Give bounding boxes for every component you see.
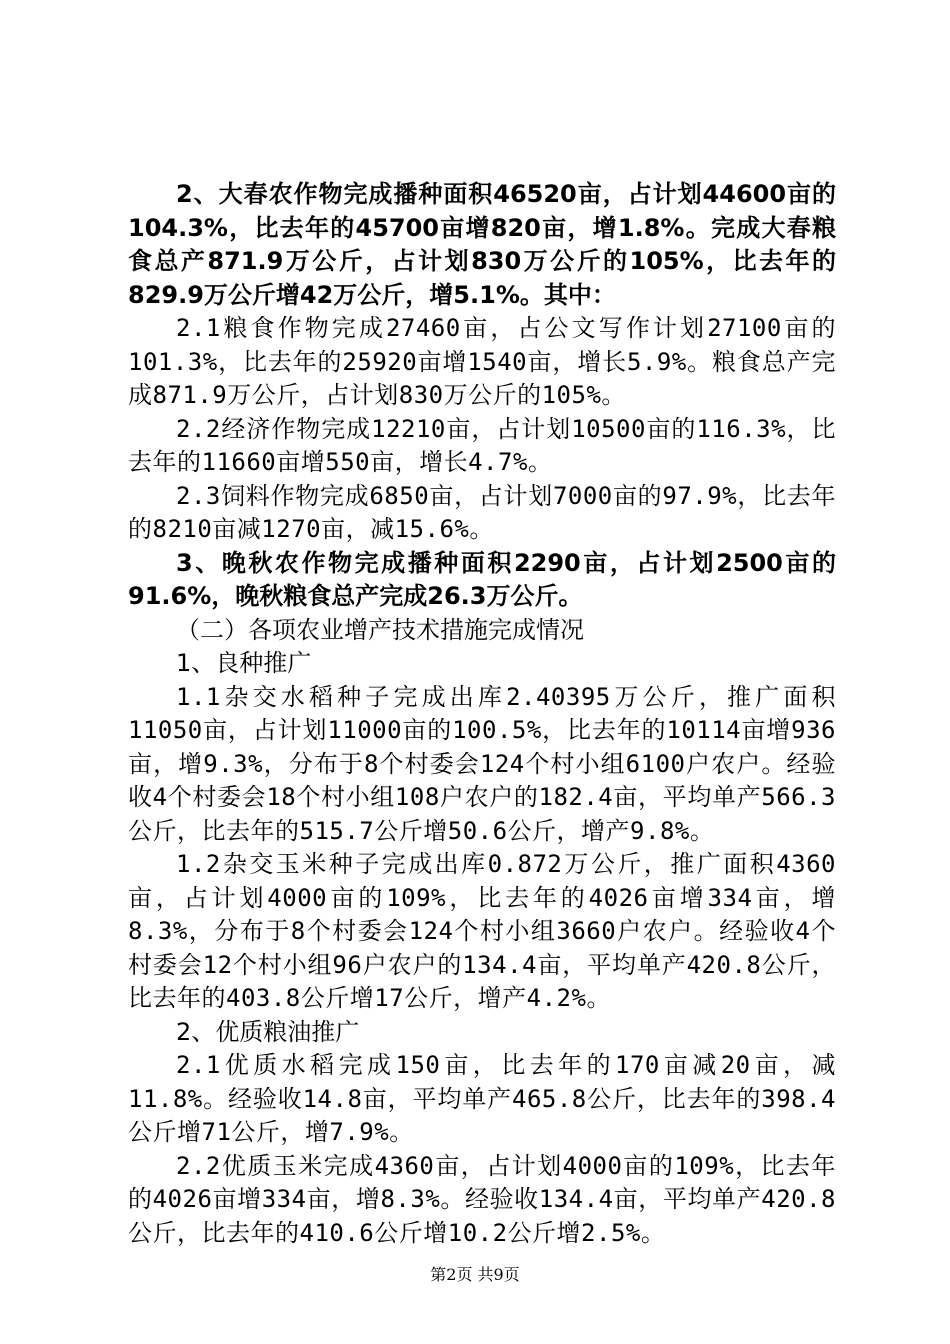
paragraph-quality-corn: 2.2优质玉米完成4360亩，占计划4000亩的109%，比去年的4026亩增334亩，增8.3%。经验收134.4亩，平均单产420.8公斤，比去年的410.6公斤增10.2公斤增2.5%。 [128, 1151, 836, 1247]
paragraph-hybrid-rice: 1.1杂交水稻种子完成出库2.40395万公斤，推广面积11050亩，占计划11000亩的100.5%，比去年的10114亩增936亩，增9.3%，分布于8个村委会124个村小组6100户农户。经验收4个村委会18个村小组108户农户的182.4亩，平均单产566.3公斤，比去年的515.7公斤增50.6公斤，增产9.8%。 [128, 682, 836, 845]
paragraph-late-autumn-crops: 3、晚秋农作物完成播种面积2290亩，占计划2500亩的91.6%，晚秋粮食总产完成26.3万公斤。 [128, 548, 836, 610]
paragraph-hybrid-corn: 1.2杂交玉米种子完成出库0.872万公斤，推广面积4360亩，占计划4000亩的109%，比去年的4026亩增334亩，增8.3%，分布于8个村委会124个村小组3660户农户。经验收4个村委会12个村小组96户农户的134.4亩，平均单产420.8公斤，比去年的403.8公斤增17公斤，增产4.2%。 [128, 850, 836, 1012]
paragraph-spring-crops-summary: 2、大春农作物完成播种面积46520亩，占计划44600亩的104.3%，比去年的45700亩增820亩，增1.8%。完成大春粮食总产871.9万公斤，占计划830万公斤的105%，比去年的829.9万公斤增42万公斤，增5.1%。其中： [128, 180, 836, 309]
paragraph-feed-crops: 2.3饲料作物完成6850亩，占计划7000亩的97.9%，比去年的8210亩减1270亩，减15.6%。 [128, 481, 836, 543]
document-body [128, 178, 836, 1250]
section-heading-techniques: （二）各项农业增产技术措施完成情况 [176, 615, 584, 644]
paragraph-economic-crops: 2.2经济作物完成12210亩，占计划10500亩的116.3%，比去年的11660亩增550亩，增长4.7%。 [128, 414, 836, 476]
subheading-quality-grain: 2、优质粮油推广 [176, 1017, 360, 1046]
paragraph-grain-crops: 2.1粮食作物完成27460亩，占公文写作计划27100亩的101.3%，比去年的25920亩增1540亩，增长5.9%。粮食总产完成871.9万公斤，占计划830万公斤的105%。 [128, 314, 836, 409]
page-number-footer: 第2页 共9页 [430, 1265, 520, 1284]
paragraph-quality-rice: 2.1优质水稻完成150亩，比去年的170亩减20亩，减11.8%。经验收14.8亩，平均单产465.8公斤，比去年的398.4公斤增71公斤，增7.9%。 [128, 1051, 836, 1146]
subheading-seed-promotion: 1、良种推广 [176, 649, 312, 677]
